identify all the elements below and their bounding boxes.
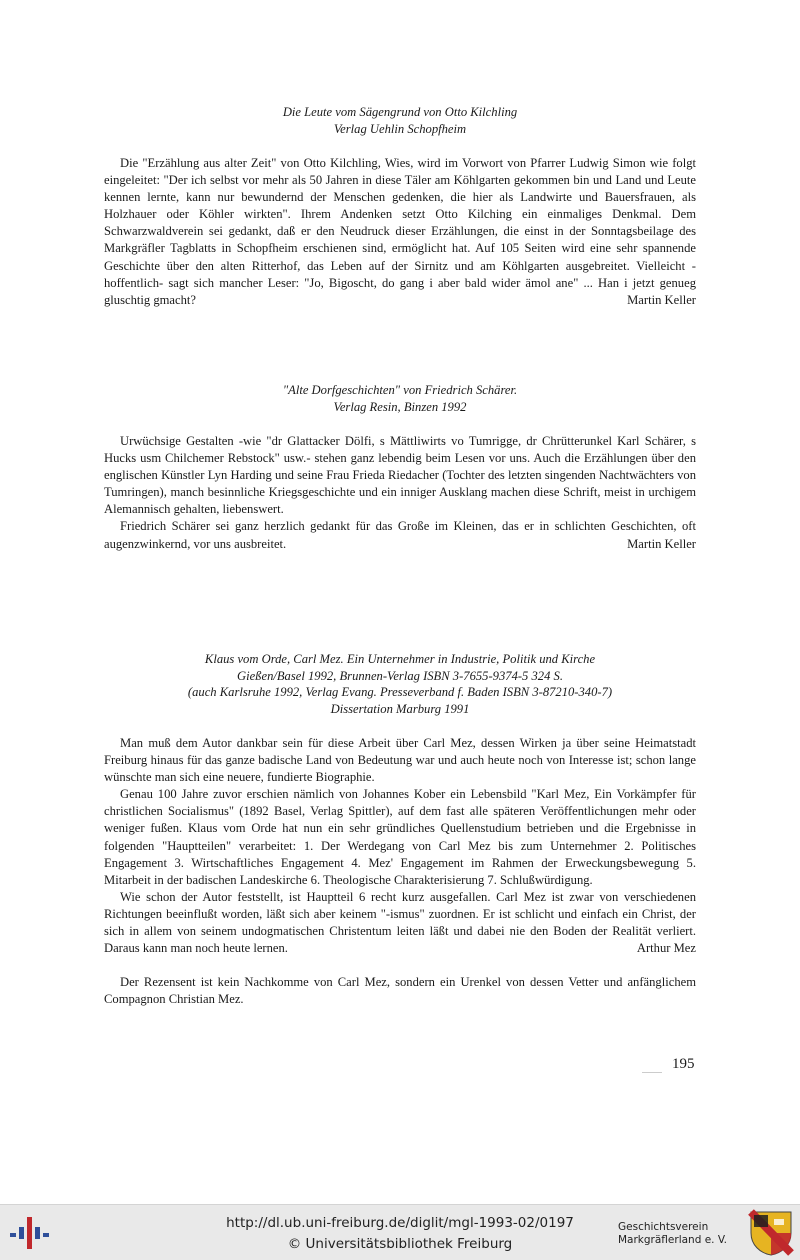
viewer-footer — [0, 1204, 800, 1260]
heading-line: Verlag Uehlin Schopfheim — [333, 121, 467, 136]
copyright-notice: © Universitätsbibliothek Freiburg — [287, 1236, 513, 1252]
review-body — [104, 433, 696, 553]
review-paragraph — [104, 889, 696, 957]
heading-line: Gießen/Basel 1992, Brunnen-Verlag ISBN 3-7655-9374-5 324 S. — [237, 668, 563, 683]
society-line: Markgräflerland e. V. — [618, 1234, 728, 1246]
review-paragraph — [104, 518, 696, 552]
paragraph-text: Wie schon der Autor feststellt, ist Hauptteil 6 recht kurz ausgefallen. Carl Mez ist zwar von verschiedenen Richtungen beeinflußt worden, läßt sich aber keinem "-ismus" zuordnen. Er ist schlicht und einfach ein Christ, der sich in allem von seinem undogmatischen Christentum leiten läßt und dabei nie den Boden der Realität verliert. Daraus kann man noch heute lernen. — [104, 889, 696, 956]
review-signature: Martin Keller — [627, 536, 696, 551]
heading-line: Verlag Resin, Binzen 1992 — [333, 399, 467, 414]
review-paragraph: Urwüchsige Gestalten -wie "dr Glattacker Dölfi, s Mättliwirts vo Tumrigge, dr Chrütterunkel Karl Schärer, s Hucks usm Chilchemer Rebstock" usw.- stehen ganz lebendig beim Lesen vor uns. Auch die Erzählungen über den englischen Künstler Lyn Harding und seine Frau Frieda Riedacher (Tochter des letzten singenden Nachtwächters von Tumringen), manch besinnliche Kriegsgeschichte und ein inniger Ausklang machen diese Schrift, meist in urchigem Alemannisch gehalten, liebenswert. — [104, 434, 696, 517]
society-line: Geschichtsverein — [618, 1221, 709, 1233]
review-schaerer — [104, 382, 696, 553]
review-kilchling — [104, 104, 696, 309]
page-number: 195 — [672, 1056, 695, 1072]
review-signature: Martin Keller — [627, 292, 696, 307]
paragraph-text: Die "Erzählung aus alter Zeit" von Otto Kilchling, Wies, wird im Vorwort von Pfarrer Ludwig Simon wie folgt eingeleitet: "Der ich selbst vor mehr als 50 Jahren in diese Täler am Köhlgarten gekommen bin und Land und Leute kennen lernte, kann nur bewundernd der Menschen gedenken, die hier als Landwirte und Bauersfrauen, als Holzhauer oder Köhler wirkten". Ihrem Andenken setzt Otto Kilching ein einmaliges Denkmal. Dem Schwarzwaldverein sei gedankt, daß er den Neudruck dieser Erzählungen, die einst in der Sonntagsbeilage des Markgräfler Tagblatts in Schopfheim erschienen sind, ermöglicht hat. Auf 105 Seiten wird eine sehr spannende Geschichte über den alten Ritterhof, das Leben auf der Sirnitz und am Köhlgarten ausgebreitet. Vielleicht -hoffentlich- sagt sich mancher Leser: "Jo, Bigoscht, do gang i aber bald wider ämol ane" ... Han i jetzt genueg gluschtig gmacht? — [104, 156, 696, 307]
markgraeflerland-crest-icon — [748, 1209, 794, 1257]
paragraph-text: Friedrich Schärer sei ganz herzlich gedankt für das Große im Kleinen, das er in schlichten Geschichten, oft augenzwinkernd, vor uns ausbreitet. — [104, 519, 696, 551]
society-name — [618, 1221, 727, 1247]
review-heading — [104, 651, 696, 717]
heading-line: "Alte Dorfgeschichten" von Friedrich Schärer. — [282, 383, 518, 397]
reviewer-note: Der Rezensent ist kein Nachkomme von Carl Mez, sondern ein Urenkel von dessen Vetter und anfänglichem Compagnon Christian Mez. — [104, 975, 696, 1007]
heading-line: (auch Karlsruhe 1992, Verlag Evang. Presseverband f. Baden ISBN 3-87210-340-7) — [187, 685, 613, 699]
permalink-url[interactable]: http://dl.ub.uni-freiburg.de/diglit/mgl-1993-02/0197 — [226, 1215, 574, 1231]
heading-line: Dissertation Marburg 1991 — [330, 701, 470, 716]
review-paragraph: Man muß dem Autor dankbar sein für diese Arbeit über Carl Mez, dessen Wirken ja über seine Heimatstadt Freiburg hinaus für das ganze badische Land von Bedeutung war und auch heute noch von Interesse ist; schon lange wünschte man sich eine neuere, fundierte Biographie. — [104, 736, 696, 785]
review-paragraph — [104, 155, 696, 309]
review-vom-orde — [104, 651, 696, 1008]
review-signature: Arthur Mez — [636, 941, 696, 956]
heading-line: Die Leute vom Sägengrund von Otto Kilchling — [282, 105, 518, 119]
review-body — [104, 735, 696, 1008]
review-heading — [104, 382, 696, 415]
page-number-rule — [642, 1072, 662, 1073]
review-body — [104, 155, 696, 309]
heading-line: Klaus vom Orde, Carl Mez. Ein Unternehmer in Industrie, Politik und Kirche — [204, 652, 596, 666]
review-paragraph: Genau 100 Jahre zuvor erschien nämlich von Johannes Kober ein Lebensbild "Karl Mez, Ein Vorkämpfer für christlichen Socialismus" (1892 Basel, Verlag Spittler), auf dem fast alle späteren Veröffentlichungen mehr oder weniger fußen. Klaus vom Orde hat nun ein sehr gründliches Quellenstudium betrieben und die Ergebnisse in folgenden "Hauptteilen" verarbeitet: 1. Der Werdegang von Carl Mez bis zum Unternehmer 2. Politisches Engagement 3. Wirtschaftliches Engagement 4. Mez' Engagement im Rahmen der Erweckungsbewegung 5. Mitarbeit in der badischen Landeskirche 6. Theologische Charakterisierung 7. Schlußwürdigung. — [104, 787, 696, 887]
review-heading — [104, 104, 696, 137]
